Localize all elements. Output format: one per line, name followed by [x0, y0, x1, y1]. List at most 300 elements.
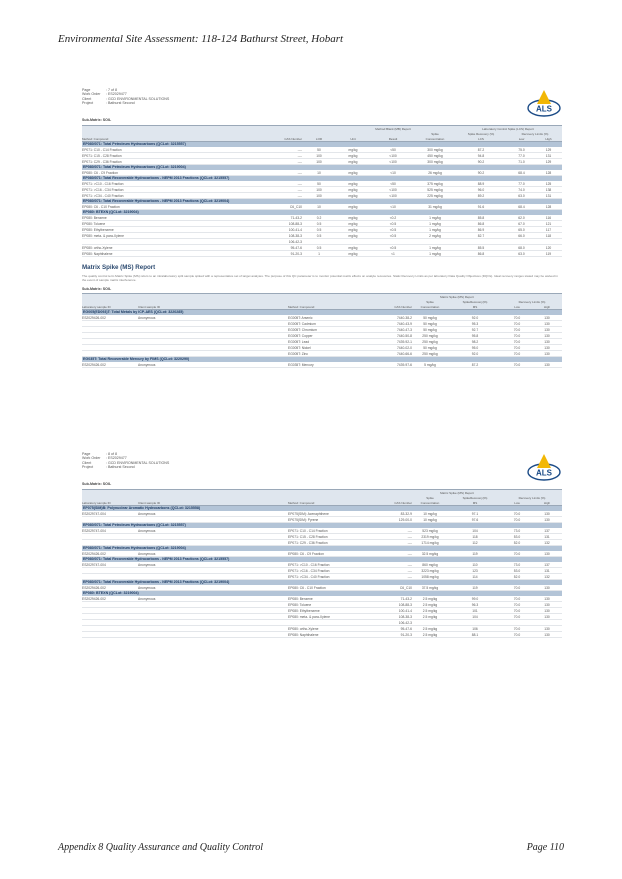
- lab-id-cell: ES2029747-004: [82, 528, 106, 533]
- high-cell: 130: [544, 321, 550, 326]
- qc-section-title: EP075(SIM)B: Polynuclear Aromatic Hydrocarbons (QCLot: 3215558): [82, 506, 562, 511]
- lor-cell: 10: [317, 204, 321, 209]
- ms-spike-recovery-header: SpikeRecovery(%): [462, 299, 488, 304]
- cas-cell: ----: [407, 568, 412, 573]
- meta-value: : GCD ENVIRONMENTAL SOLUTIONS: [106, 96, 170, 101]
- client-id-cell: Anonymous: [138, 315, 156, 320]
- meta-key: Work Order: [82, 456, 101, 461]
- qc-section-title: EG035T: Total Recoverable Mercury by FIMS (QCLot: 3220290): [82, 357, 562, 362]
- spike-cell: 2.5 mg/kg: [422, 608, 438, 613]
- spike-cell: 375 mg/kg: [427, 181, 443, 186]
- client-id-cell: Anonymous: [138, 528, 156, 533]
- spike-cell: 1 mg/kg: [429, 251, 441, 256]
- als-logo: [526, 452, 562, 482]
- cas-cell: 108-38-3: [288, 233, 302, 238]
- high-cell: 120: [545, 245, 552, 250]
- low-cell: 52.0: [513, 540, 521, 545]
- high-cell: 129: [545, 147, 552, 152]
- lcs-cell: 86.8: [477, 221, 485, 226]
- method-cell: EP080: ortho-Xylene: [82, 245, 113, 250]
- spike-cell: 1058 mg/kg: [421, 574, 439, 579]
- footer-page-number: Page 110: [526, 842, 564, 853]
- high-cell: 128: [545, 204, 552, 209]
- low-cell: 68.0: [518, 245, 525, 250]
- document-footer: [58, 842, 564, 853]
- high-cell: 130: [544, 632, 550, 637]
- spike-cell: 2 mg/kg: [429, 233, 441, 238]
- mb-result-cell: <100: [389, 153, 397, 158]
- high-cell: 130: [544, 551, 550, 556]
- lab-id-cell: ES2029747-004: [82, 562, 106, 567]
- low-cell: 70.0: [513, 626, 521, 631]
- low-cell: 77.0: [518, 153, 525, 158]
- spike-cell: 250 mg/kg: [422, 351, 438, 356]
- ms-table-body: [82, 506, 562, 638]
- client-id-cell: Anonymous: [138, 511, 156, 516]
- method-cell: EP080: C6 - C10 Fraction: [288, 585, 326, 590]
- sub-matrix-label: Sub-Matrix: SOIL: [82, 118, 112, 122]
- method-cell: EP071: >C16 - C34 Fraction: [82, 187, 124, 192]
- lor-cell: 0.5: [316, 221, 322, 226]
- lcs-cell: 88.9: [477, 181, 485, 186]
- method-cell: EP071: C10 - C14 Fraction: [288, 528, 328, 533]
- high-cell: 116: [545, 215, 552, 220]
- lcs-header: Laboratory Control Spike (LCS) Report: [482, 126, 534, 131]
- cas-cell: ----: [297, 181, 302, 186]
- ms-cell: 92.0: [471, 315, 479, 320]
- mb-result-cell: <0.5: [389, 233, 397, 238]
- method-cell: EP080: Toluene: [288, 602, 312, 607]
- low-cell: 70.0: [513, 315, 521, 320]
- report-meta: [82, 88, 169, 106]
- table-row: [82, 632, 562, 638]
- meta-value: : 7 of 8: [106, 88, 117, 92]
- cas-cell: 100-41-4: [288, 227, 302, 232]
- spike-cell: 2.5 mg/kg: [422, 596, 438, 601]
- unit-cell: mg/kg: [348, 147, 358, 152]
- low-cell: 53.0: [513, 534, 521, 539]
- ms-report-header: Matrix Spike (MS) Report: [440, 490, 474, 495]
- spike-cell: 450 mg/kg: [427, 153, 443, 158]
- meta-row: [82, 101, 169, 105]
- cas-cell: 7440-47-3: [396, 327, 412, 332]
- cas-cell: ----: [297, 153, 302, 158]
- spike-cell: 50 mg/kg: [423, 321, 437, 326]
- lor-cell: 10: [317, 170, 321, 175]
- meta-row: [82, 465, 169, 469]
- spike-recovery-header: Spike Recovery (%): [467, 131, 495, 136]
- table-row: [82, 251, 562, 257]
- als-logo-icon: [526, 88, 562, 118]
- unit-cell: mg/kg: [348, 215, 358, 220]
- method-cell: EG005T: Lead: [288, 339, 310, 344]
- ms-cell: 119: [472, 551, 478, 556]
- cas-cell: ----: [407, 528, 412, 533]
- mb-result-cell: <10: [390, 204, 396, 209]
- meta-value: : Bathurst Second: [106, 465, 135, 470]
- high-cell: 130: [544, 362, 550, 367]
- qc-section-title: EP080/071: Total Petroleum Hydrocarbons (QCLot: 3215557): [82, 142, 562, 147]
- high-cell: 130: [544, 333, 550, 338]
- ms-cell: 110: [472, 562, 478, 567]
- method-cell: EP080: meta- & para-Xylene: [288, 614, 330, 619]
- spike-cell: 37.5 mg/kg: [421, 585, 439, 590]
- table-row: [82, 362, 562, 368]
- ms-cell: 123: [472, 568, 478, 573]
- cas-cell: 83-32-9: [400, 511, 412, 516]
- low-col-header: Low: [518, 136, 525, 141]
- ms-cell: 118: [472, 534, 478, 539]
- mb-header: Method Blank (MB) Report: [375, 126, 411, 131]
- spike-cell: 860 mg/kg: [422, 562, 438, 567]
- method-cell: EG005T: Nickel: [288, 345, 311, 350]
- lcs-cell: 94.8: [477, 153, 485, 158]
- meta-value: : ES2029477: [106, 456, 127, 461]
- lcs-table-body: [82, 142, 562, 257]
- method-cell: EP071: >C34 - C40 Fraction: [82, 193, 124, 198]
- method-cell: EP080: C6 - C10 Fraction: [82, 204, 120, 209]
- spike-cell: 2.5 mg/kg: [422, 614, 438, 619]
- ms-table-body: [82, 310, 562, 368]
- high-cell: 130: [544, 626, 550, 631]
- method-cell: EP071: C15 - C28 Fraction: [288, 534, 328, 539]
- high-cell: 132: [544, 574, 550, 579]
- spike-header: Spike: [431, 131, 439, 136]
- spike-cell: 1 mg/kg: [429, 245, 441, 250]
- ms-cell: 95.0: [471, 345, 479, 350]
- unit-cell: mg/kg: [348, 251, 358, 256]
- meta-key: Client: [82, 460, 92, 465]
- ms-cas-col-header: CAS Number: [394, 500, 412, 505]
- ms-recovery-limits-header: Recovery Limits (%): [518, 299, 546, 304]
- ms-spike-recovery-header: SpikeRecovery(%): [462, 495, 488, 500]
- cas-cell: C6_C10: [399, 585, 412, 590]
- low-cell: 70.0: [513, 602, 521, 607]
- logo-text: ALS: [536, 104, 552, 114]
- cas-cell: ----: [407, 562, 412, 567]
- low-cell: 65.0: [518, 227, 525, 232]
- client-id-cell: Anonymous: [138, 551, 156, 556]
- lcs-cell: 86.9: [477, 227, 485, 232]
- lab-id-cell: ES2029747-004: [82, 511, 106, 516]
- spike-cell: 2.5 mg/kg: [422, 626, 438, 631]
- high-cell: 130: [544, 614, 550, 619]
- high-cell: 131: [545, 193, 552, 198]
- meta-key: Work Order: [82, 92, 101, 97]
- cas-cell: 106-42-3: [288, 239, 302, 244]
- mb-result-cell: <100: [389, 187, 397, 192]
- spike-cell: 50 mg/kg: [423, 315, 437, 320]
- lcs-cell: 86.8: [477, 251, 485, 256]
- unit-col-header: Unit: [350, 136, 356, 141]
- lcs-cell: 90.2: [477, 159, 485, 164]
- ms-cell: 97.6: [471, 517, 479, 522]
- spike-cell: 5 mg/kg: [424, 362, 436, 367]
- qc-section-title: EP080/071: Total Recoverable Hydrocarbons - NEPM 2013 Fractions (QCLot: 3219004): [82, 580, 562, 585]
- lcs-cell: 91.6: [477, 204, 485, 209]
- low-cell: 68.4: [518, 204, 525, 209]
- ms-table-continued: [82, 489, 562, 638]
- client-id-cell: Anonymous: [138, 596, 156, 601]
- spike-cell: 225 mg/kg: [427, 193, 443, 198]
- meta-value: : 8 of 8: [106, 452, 117, 456]
- ms-col-header: MS: [472, 304, 478, 309]
- high-cell: 138: [545, 187, 552, 192]
- low-cell: 53.0: [513, 568, 521, 573]
- lor-cell: 50: [317, 147, 321, 152]
- spike-cell: 32.5 mg/kg: [421, 551, 439, 556]
- low-cell: 70.0: [513, 345, 521, 350]
- ms-cell: 92.0: [471, 351, 479, 356]
- lor-cell: 50: [317, 181, 321, 186]
- high-cell: 131: [544, 534, 550, 539]
- unit-cell: mg/kg: [348, 204, 358, 209]
- cas-cell: ----: [297, 170, 302, 175]
- lab-id-cell: ES2029426-002: [82, 315, 106, 320]
- spike-cell: 1 mg/kg: [429, 221, 441, 226]
- spike-cell: 300 mg/kg: [427, 159, 443, 164]
- low-cell: 70.0: [513, 333, 521, 338]
- method-cell: EG005T: Chromium: [288, 327, 317, 332]
- low-cell: 70.0: [513, 596, 521, 601]
- unit-cell: mg/kg: [348, 153, 358, 158]
- lcs-cell: 87.2: [477, 147, 485, 152]
- unit-cell: mg/kg: [348, 193, 358, 198]
- lor-cell: 100: [316, 159, 322, 164]
- high-cell: 130: [544, 351, 550, 356]
- method-cell: EP080: Ethylbenzene: [288, 608, 320, 613]
- cas-col-header: CAS Number: [284, 136, 302, 141]
- unit-cell: mg/kg: [348, 159, 358, 164]
- low-cell: 77.0: [518, 181, 525, 186]
- ms-report-description: The quality control term Matrix Spike (MS) refers to an intralaboratory split sample spiked with a representative set of target analytes. The purpose of this QC parameter is to monitor potential matrix effects on analyte recoveries. Static Recovery Limits as per laboratory Data Quality Objectives (DQOs). Ideal recovery ranges stated may be waived in the event of sample matrix interference.: [82, 274, 558, 283]
- cas-cell: 71-43-2: [400, 596, 412, 601]
- ms-high-col-header: High: [543, 304, 551, 309]
- high-cell: 129: [545, 159, 552, 164]
- meta-key: Page: [82, 452, 91, 456]
- high-cell: 130: [544, 339, 550, 344]
- mb-result-cell: <100: [389, 159, 397, 164]
- ms-cell: 114: [472, 574, 478, 579]
- low-cell: 70.0: [513, 327, 521, 332]
- high-cell: 130: [544, 511, 550, 516]
- spike-cell: 1 mg/kg: [429, 227, 441, 232]
- spike-cell: 250 mg/kg: [422, 333, 438, 338]
- logo-text: ALS: [536, 468, 552, 478]
- ms-cell: 101: [472, 608, 478, 613]
- spike-cell: 300 mg/kg: [427, 147, 443, 152]
- high-cell: 130: [544, 517, 550, 522]
- ms-spike-header: Spike: [426, 495, 434, 500]
- high-cell: 118: [545, 233, 552, 238]
- qc-section-title: EP080: BTEXN (QCLot: 3219004): [82, 591, 562, 596]
- meta-value: : GCD ENVIRONMENTAL SOLUTIONS: [106, 460, 170, 465]
- method-cell: EG005T: Cadmium: [288, 321, 316, 326]
- ms-concentration-col-header: Concentration: [420, 500, 440, 505]
- meta-key: Page: [82, 88, 91, 92]
- lab-id-cell: ES2029426-002: [82, 585, 106, 590]
- qc-section-title: EP080/071: Total Recoverable Hydrocarbons - NEPM 2013 Fractions (QCLot: 3219004): [82, 199, 562, 204]
- unit-cell: mg/kg: [348, 233, 358, 238]
- cas-cell: 7440-38-2: [396, 315, 412, 320]
- lor-cell: 0.2: [316, 215, 322, 220]
- lor-cell: 0.5: [316, 233, 322, 238]
- method-cell: EP071: C10 - C14 Fraction: [82, 147, 122, 152]
- spike-cell: 1714 mg/kg: [421, 540, 439, 545]
- lor-cell: 100: [316, 193, 322, 198]
- method-cell: EP071: >C34 - C40 Fraction: [288, 574, 330, 579]
- cas-cell: ----: [297, 187, 302, 192]
- ms-method-col-header: Method: Compound: [288, 304, 315, 309]
- ms-sub-matrix-label: Sub-Matrix: SOIL: [82, 287, 112, 291]
- high-cell: 125: [545, 181, 552, 186]
- lab-id-cell: ES2029426-002: [82, 362, 106, 367]
- low-cell: 70.0: [513, 632, 521, 637]
- cas-cell: ----: [297, 159, 302, 164]
- meta-value: : Bathurst Second: [106, 101, 135, 106]
- method-cell: EP071: >C16 - C34 Fraction: [288, 568, 330, 573]
- ms-high-col-header: High: [543, 500, 551, 505]
- lcs-table: [82, 125, 562, 257]
- ms-cell: 119: [472, 585, 478, 590]
- method-cell: EP075(SIM): Acenaphthene: [288, 511, 329, 516]
- client-id-cell: Anonymous: [138, 585, 156, 590]
- unit-cell: mg/kg: [348, 170, 358, 175]
- qc-section-title: EP080: BTEXN (QCLot: 3219004): [82, 210, 562, 215]
- client-id-col-header: Client sample ID: [138, 304, 161, 309]
- lor-cell: 100: [316, 187, 322, 192]
- low-cell: 70.0: [513, 339, 521, 344]
- cas-cell: ----: [407, 534, 412, 539]
- spike-cell: 2.5 mg/kg: [422, 602, 438, 607]
- high-cell: 130: [544, 602, 550, 607]
- method-cell: EP080: ortho-Xylene: [288, 626, 319, 631]
- spike-cell: 26 mg/kg: [428, 170, 442, 175]
- spike-cell: 10 mg/kg: [423, 511, 437, 516]
- document-header: Environmental Site Assessment: 118-124 Bathurst Street, Hobart: [58, 33, 344, 45]
- low-cell: 70.0: [513, 362, 521, 367]
- method-cell: EP071: C29 - C36 Fraction: [82, 159, 122, 164]
- high-cell: 130: [544, 608, 550, 613]
- lcs-cell: 90.2: [477, 170, 485, 175]
- lab-id-col-header: Laboratory sample ID: [82, 304, 111, 309]
- ms-cell: 96.3: [471, 602, 479, 607]
- low-cell: 66.0: [518, 233, 525, 238]
- lcs-cell: 85.5: [477, 245, 485, 250]
- ms-table-header: [82, 489, 562, 506]
- ms-cell: 104: [472, 614, 478, 619]
- client-id-cell: Anonymous: [138, 562, 156, 567]
- qc-section-title: EG005(ED093)T: Total Metals by ICP-AES (QCLot: 3220285): [82, 310, 562, 315]
- low-cell: 70.0: [513, 585, 521, 590]
- client-id-col-header: Client sample ID: [138, 500, 161, 505]
- cas-cell: 7439-97-6: [396, 362, 412, 367]
- method-cell: EP071: >C10 - C16 Fraction: [82, 181, 124, 186]
- ms-low-col-header: Low: [514, 304, 520, 309]
- lcs-table-header: [82, 125, 562, 142]
- low-cell: 71.0: [518, 159, 525, 164]
- method-col-header: Method: Compound: [82, 136, 109, 141]
- cas-cell: 108-38-3: [398, 614, 412, 619]
- ms-cell: 88.1: [471, 632, 479, 637]
- footer-appendix: Appendix 8 Quality Assurance and Quality Control: [58, 842, 263, 853]
- meta-key: Project: [82, 101, 94, 106]
- high-cell: 121: [545, 221, 552, 226]
- spike-cell: 50 mg/kg: [423, 345, 437, 350]
- ms-spike-header: Spike: [426, 299, 434, 304]
- unit-cell: mg/kg: [348, 187, 358, 192]
- high-cell: 130: [544, 327, 550, 332]
- ms-table: [82, 293, 562, 368]
- high-cell: 131: [545, 153, 552, 158]
- low-cell: 74.0: [518, 187, 525, 192]
- high-cell: 130: [544, 596, 550, 601]
- unit-cell: mg/kg: [348, 181, 358, 186]
- qc-section-title: EP080/071: Total Petroleum Hydrocarbons (QCLot: 3219004): [82, 546, 562, 551]
- high-cell: 128: [545, 170, 552, 175]
- cas-cell: 95-47-6: [400, 626, 412, 631]
- ms-report-title: Matrix Spike (MS) Report: [82, 264, 156, 271]
- method-cell: EP080: C6 - C9 Fraction: [82, 170, 118, 175]
- ms-cell: 87.2: [471, 362, 479, 367]
- cas-cell: 129-00-0: [398, 517, 412, 522]
- ms-cell: 92.7: [471, 327, 479, 332]
- ms-cell: 106: [472, 626, 478, 631]
- qc-section-title: EP080/071: Total Recoverable Hydrocarbons - NEPM 2013 Fractions (QCLot: 3215557): [82, 557, 562, 562]
- spike-cell: 525 mg/kg: [427, 187, 443, 192]
- cas-cell: 71-43-2: [290, 215, 302, 220]
- report-sheet-page-7: [82, 88, 562, 448]
- unit-cell: mg/kg: [348, 227, 358, 232]
- qc-section-title: EP080/071: Total Recoverable Hydrocarbons - NEPM 2013 Fractions (QCLot: 3215557): [82, 176, 562, 181]
- method-cell: EP080: Ethylbenzene: [82, 227, 114, 232]
- ms-cell: 104: [472, 528, 478, 533]
- mb-result-cell: <10: [390, 170, 396, 175]
- ms-cell: 98.2: [471, 339, 479, 344]
- low-cell: 70.0: [513, 614, 521, 619]
- spike-cell: 2319 mg/kg: [421, 534, 439, 539]
- mb-result-cell: <0.5: [389, 245, 397, 250]
- cas-cell: 7440-43-9: [396, 321, 412, 326]
- mb-result-cell: <50: [390, 181, 396, 186]
- spike-cell: 50 mg/kg: [423, 327, 437, 332]
- qc-section-title: EP080/071: Total Petroleum Hydrocarbons (QCLot: 3219004): [82, 165, 562, 170]
- mb-result-cell: <0.5: [389, 227, 397, 232]
- als-logo-icon: [526, 452, 562, 482]
- lor-cell: 1: [318, 251, 320, 256]
- ms-recovery-limits-header: Recovery Limits (%): [518, 495, 546, 500]
- lcs-cell: 85.8: [477, 215, 485, 220]
- als-logo: [526, 88, 562, 118]
- lcs-cell: 82.7: [477, 233, 485, 238]
- report-meta: [82, 452, 169, 470]
- cas-cell: 7440-50-8: [396, 333, 412, 338]
- method-cell: EP075(SIM): Pyrene: [288, 517, 319, 522]
- ms-low-col-header: Low: [514, 500, 520, 505]
- recovery-limits-header: Recovery Limits (%): [521, 131, 549, 136]
- unit-cell: mg/kg: [348, 245, 358, 250]
- high-cell: 137: [544, 562, 550, 567]
- spike-cell: 10 mg/kg: [423, 517, 437, 522]
- spike-cell: 31 mg/kg: [428, 204, 442, 209]
- high-cell: 131: [544, 568, 550, 573]
- method-cell: EP080: meta- & para-Xylene: [82, 233, 124, 238]
- high-cell: 130: [544, 345, 550, 350]
- low-cell: 70.0: [513, 321, 521, 326]
- low-cell: 70.0: [513, 351, 521, 356]
- high-cell: 130: [544, 585, 550, 590]
- spike-cell: 250 mg/kg: [422, 339, 438, 344]
